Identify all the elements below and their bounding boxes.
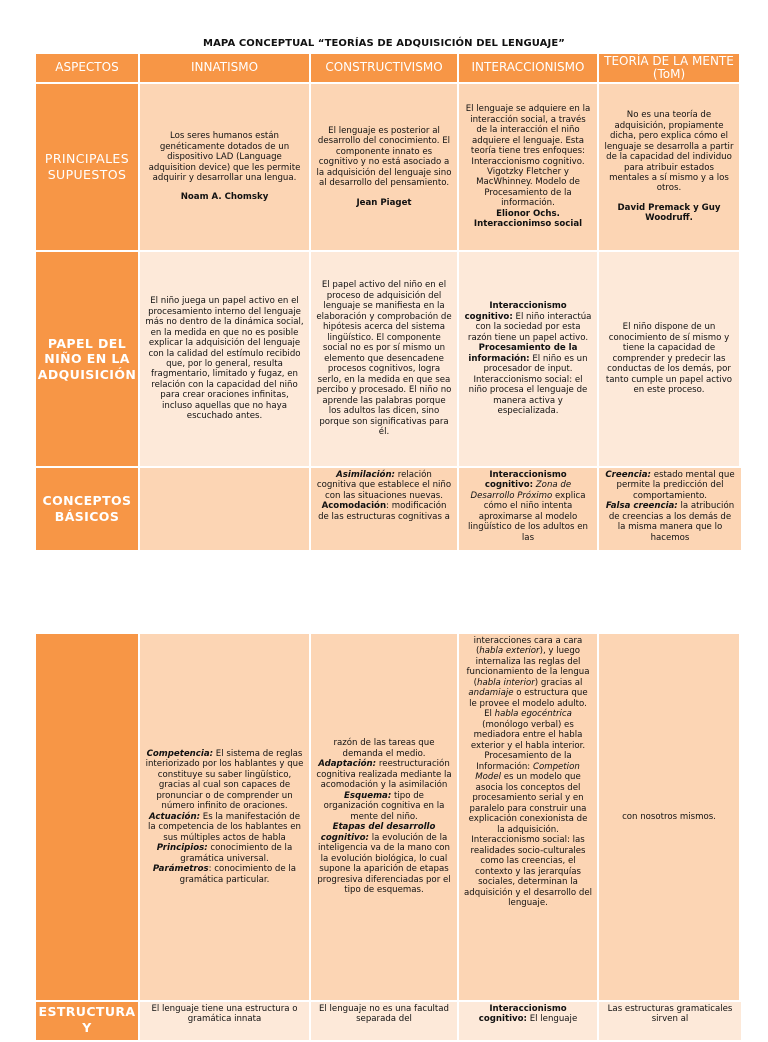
- cell-conceptos-tom: [599, 468, 741, 552]
- term-label: Procesamiento de la información:: [468, 343, 578, 364]
- header-interaccionismo: INTERACCIONISMO: [459, 54, 599, 84]
- term-text: El sistema de reglas interiorizado por los hablantes y que constituye su saber lingüístico, gracias al cual son capaces de pronunciar o de comprender un número infinito de oraciones.: [145, 748, 304, 812]
- term-text: El niño es un procesador de input.: [483, 353, 588, 375]
- header-constructivismo: CONSTRUCTIVISMO: [311, 54, 459, 84]
- concept-map-table: [36, 54, 741, 552]
- cell-papel-constructivismo: [311, 252, 459, 468]
- header-tom: TEORÍA DE LA MENTE (ToM): [599, 54, 741, 84]
- term-text: Interaccionismo social: las realidades socio-culturales como las creencias, el contexto y las jerarquías sociales, determinan la adquisición y el desarrollo del lenguaje.: [464, 835, 593, 909]
- page-title: MAPA CONCEPTUAL “TEORÍAS DE ADQUISICIÓN DEL LENGUAJE”: [203, 38, 565, 49]
- term-italic: habla exterior: [479, 646, 540, 657]
- cell-supuestos-constructivismo: [311, 84, 459, 252]
- cell-supuestos-interaccionismo: [459, 84, 599, 252]
- cell-author: David Premack y Guy Woodruff.: [617, 202, 721, 224]
- row-label-supuestos: PRINCIPALES SUPUESTOS: [36, 84, 140, 252]
- term-text: ) gracias al: [534, 677, 583, 688]
- term-text: interacciones cara a cara (: [473, 636, 583, 657]
- cell-conceptos-innatismo-cont: [140, 634, 311, 1002]
- cell-text: El niño dispone de un conocimiento de sí mismo y tiene la capacidad de comprender y predecir las conductas de los demás, por tanto cumple un papel activo en este proceso.: [605, 322, 733, 396]
- cell-text: Las estructuras gramaticales sirven al: [607, 1004, 733, 1025]
- term-text: la atribución de creencias a los demás de la misma manera que lo hacemos: [608, 501, 735, 543]
- cell-text: El lenguaje es posterior al desarrollo del conocimiento. El componente innato es cognitivo y no está asociado a la adquisición del lenguaje sino al desarrollo del pensamiento.: [316, 125, 452, 189]
- term-text: tipo de organización cognitiva en la mente del niño.: [323, 790, 445, 822]
- cell-papel-innatismo: [140, 252, 311, 468]
- term-text: o estructura que le provee el modelo adulto. El: [469, 688, 588, 720]
- cell-conceptos-interaccionismo: [459, 468, 599, 552]
- cell-estructura-tom: [599, 1002, 741, 1042]
- cell-papel-interaccionismo: [459, 252, 599, 468]
- cell-text: El lenguaje tiene una estructura o gramática innata: [151, 1004, 298, 1025]
- term-italic: andamiaje: [468, 688, 514, 699]
- cell-estructura-innatismo: [140, 1002, 311, 1042]
- term-label: Competencia:: [146, 748, 214, 759]
- term-label: Etapas del desarrollo cognitivo:: [320, 822, 436, 843]
- term-text: El lenguaje: [526, 1014, 578, 1025]
- term-label: Acomodación: [321, 501, 387, 512]
- term-label: Adaptación:: [318, 759, 377, 770]
- term-text: El niño interactúa con la sociedad por esta razón tiene un papel activo.: [467, 311, 592, 343]
- term-italic: Zona de Desarrollo Próximo: [470, 480, 572, 501]
- header-aspectos: ASPECTOS: [36, 54, 140, 84]
- term-label: Esquema:: [344, 790, 392, 801]
- cell-conceptos-interaccionismo-cont: [459, 634, 599, 1002]
- term-text: Es la manifestación de la competencia de los hablantes en sus múltiples actos de habla: [148, 811, 301, 843]
- row-label-papel: PAPEL DEL NIÑO EN LA ADQUISICIÓN: [36, 252, 140, 468]
- cell-estructura-constructivismo: [311, 1002, 459, 1042]
- cell-supuestos-tom: [599, 84, 741, 252]
- term-text: (monólogo verbal) es mediadora entre el habla exterior y el habla interior.: [470, 719, 586, 751]
- term-label: Creencia:: [605, 470, 651, 480]
- term-text: ), y luego internaliza las reglas del funcionamiento de la lengua (: [466, 646, 590, 688]
- term-text: es un modelo que asocia los conceptos del procesamiento serial y en paralelo para construir una explicación conexionista de la adquisición.: [468, 772, 588, 835]
- cell-papel-tom: [599, 252, 741, 468]
- concept-map-table-continued: [36, 634, 741, 1042]
- row-label-estructura: ESTRUCTURA Y: [36, 1002, 140, 1042]
- cell-author: Elionor Ochs.: [496, 208, 560, 219]
- term-text: estado mental que permite la predicción del comportamiento.: [616, 470, 735, 501]
- term-label: Interaccionismo cognitivo:: [478, 1004, 567, 1025]
- cell-conceptos-innatismo: [140, 468, 311, 552]
- term-text: : modificación de las estructuras cognitivas a: [318, 501, 450, 522]
- cell-conceptos-tom-cont: [599, 634, 741, 1002]
- cell-conceptos-constructivismo: [311, 468, 459, 552]
- term-text: relación cognitiva que establece el niño con las situaciones nuevas.: [316, 470, 452, 501]
- cell-supuestos-innatismo: [140, 84, 311, 252]
- term-italic: habla interior: [477, 677, 535, 688]
- cell-estructura-interaccionismo: [459, 1002, 599, 1042]
- term-label: Asimilación:: [336, 470, 395, 480]
- cell-text: con nosotros mismos.: [622, 811, 716, 822]
- term-italic: habla egocéntrica: [494, 709, 572, 720]
- term-text: la evolución de la inteligencia va de la mano con la evolución biológica, lo cual supone la aparición de etapas progresiva diferenciadas por el tipo de esquemas.: [317, 832, 451, 896]
- header-innatismo: INNATISMO: [140, 54, 311, 84]
- cell-author: Interaccionimso social: [473, 219, 583, 230]
- term-text: Interaccionismo social: el niño procesa el lenguaje de manera activa y especializada.: [468, 374, 588, 417]
- term-label: Parámetros: [152, 864, 209, 875]
- term-italic: Competion Model: [475, 761, 580, 783]
- term-label: Interaccionismo cognitivo:: [464, 301, 567, 322]
- term-text: conocimiento de la gramática universal.: [180, 843, 293, 864]
- cell-text: Los seres humanos están genéticamente dotados de un dispositivo LAD (Language adquisition device) que les permite adquirir y desarrollar una lengua.: [148, 131, 301, 183]
- term-label: Principios:: [156, 843, 208, 854]
- row-label-conceptos: CONCEPTOS BÁSICOS: [36, 468, 140, 552]
- term-label: Actuación:: [149, 811, 201, 822]
- cell-text: El lenguaje se adquiere en la interacción social, a través de la interacción el niño adquiere el lenguaje. Esta teoría tiene tres enfoques: Interaccionismo cognitivo. Vigotzky Fletcher y MacWhinney. Modelo de Procesamiento de la información.: [465, 104, 591, 209]
- term-label: Interaccionismo cognitivo:: [484, 470, 567, 491]
- cell-text: No es una teoría de adquisición, propiamente dicha, pero explica cómo el lenguaje se desarrolla a partir de la capacidad del individuo para atribuir estados mentales a sí mismo y a los otros.: [604, 110, 734, 194]
- cell-text: El niño juega un papel activo en el procesamiento interno del lenguaje más no dentro de la dinámica social, en la medida en que no es posible explicar la adquisición del lenguaje con la calidad del estímulo recibido que, por lo general, resulta fragmentario, limitado y fugaz, en relación con la capacidad del niño para crear oraciones infinitas, incluso aquellas que no haya escuchado antes.: [145, 296, 304, 422]
- term-text: Procesamiento de la Información:: [476, 751, 572, 772]
- row-label-conceptos-cont: [36, 634, 140, 1002]
- cell-author: Noam A. Chomsky: [180, 192, 269, 203]
- term-text: razón de las tareas que demanda el medio.: [333, 738, 435, 759]
- cell-conceptos-constructivismo-cont: [311, 634, 459, 1002]
- term-text: reestructuración cognitiva realizada mediante la acomodación y la asimilación: [316, 759, 452, 791]
- cell-author: Jean Piaget: [356, 197, 412, 208]
- term-label: Falsa creencia:: [605, 501, 678, 512]
- term-text: : conocimiento de la gramática particular.: [179, 864, 297, 885]
- cell-text: El papel activo del niño en el proceso de adquisición del lenguaje se manifiesta en la elaboración y comprobación de hipótesis acerca del sistema lingüístico. El componente social no es por sí mismo un elemento que desencadene procesos cognitivos, logra serlo, en la medida en que sea percibo y procesado. El niño no aprende las palabras porque los adultos las dicen, sino porque son significativas para él.: [316, 280, 452, 438]
- term-text: explica cómo el niño intenta aproximarse al modelo lingüístico de los adultos en las: [468, 490, 588, 543]
- cell-text: El lenguaje no es una facultad separada del: [318, 1004, 449, 1025]
